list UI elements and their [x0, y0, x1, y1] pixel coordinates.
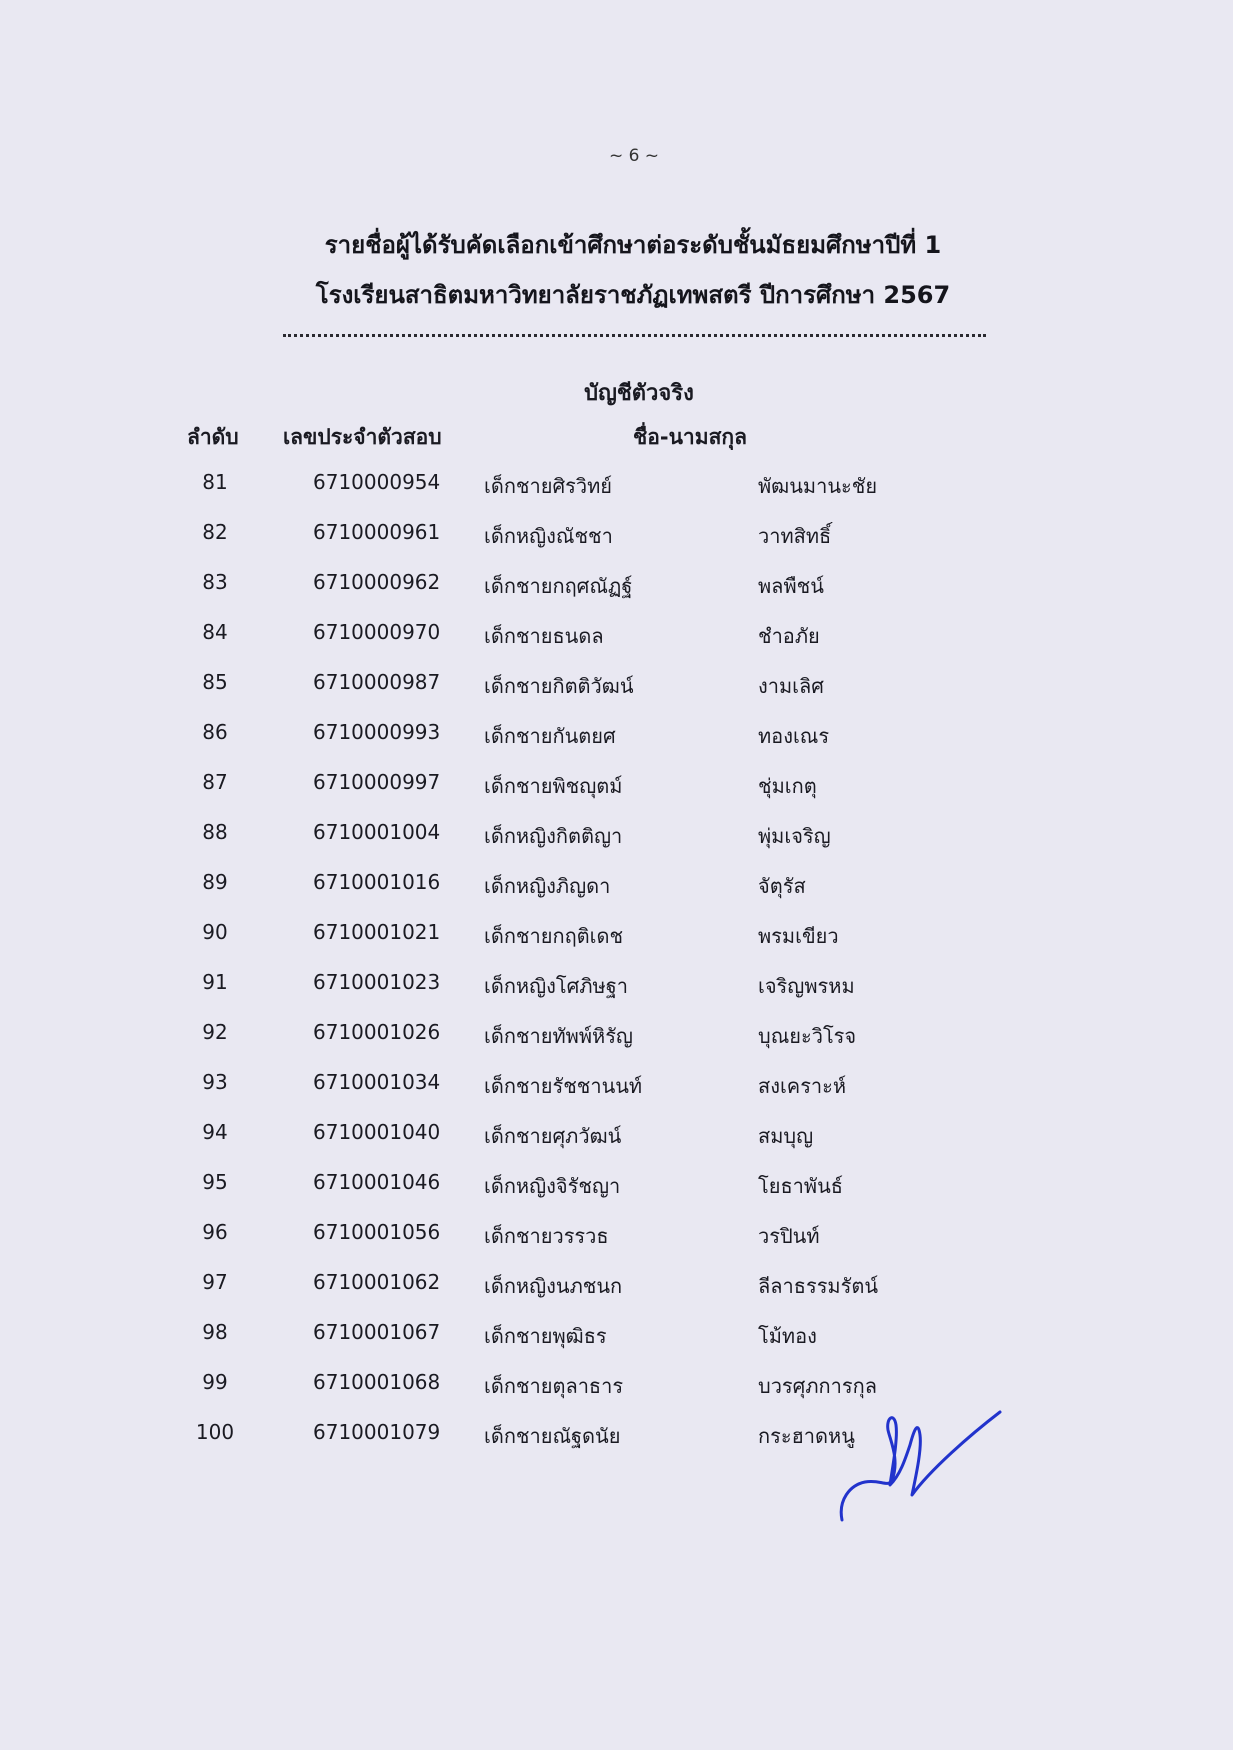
last-name: ชำอภัย	[758, 624, 820, 648]
column-header-id: เลขประจำตัวสอบ	[283, 425, 442, 449]
list-title: บัญชีตัวจริง	[584, 381, 694, 406]
exam-id: 6710001004	[313, 820, 441, 844]
exam-id: 6710001026	[313, 1020, 441, 1044]
last-name: ทองเณร	[758, 724, 830, 748]
exam-id: 6710001062	[313, 1270, 441, 1294]
row-number: 96	[202, 1220, 228, 1244]
last-name: สงเคราะห์	[758, 1074, 847, 1098]
table-row	[0, 1320, 1233, 1370]
exam-id: 6710001056	[313, 1220, 441, 1244]
table-row	[0, 770, 1233, 820]
row-number: 85	[202, 670, 228, 694]
row-number: 84	[202, 620, 228, 644]
column-header-no: ลำดับ	[187, 425, 239, 449]
table-row	[0, 1170, 1233, 1220]
first-name: เด็กหญิงนภชนก	[484, 1274, 623, 1298]
row-number: 82	[202, 520, 228, 544]
page-number: ~ 6 ~	[608, 146, 660, 166]
first-name: เด็กชายณัฐดนัย	[484, 1424, 621, 1448]
table-row	[0, 870, 1233, 920]
table-row	[0, 520, 1233, 570]
exam-id: 6710001067	[313, 1320, 441, 1344]
first-name: เด็กชายพุฒิธร	[484, 1324, 607, 1348]
exam-id: 6710000997	[313, 770, 441, 794]
table-row	[0, 1120, 1233, 1170]
table-row	[0, 920, 1233, 970]
row-number: 87	[202, 770, 228, 794]
first-name: เด็กชายธนดล	[484, 624, 604, 648]
table-row	[0, 820, 1233, 870]
row-number: 88	[202, 820, 228, 844]
exam-id: 6710000954	[313, 470, 441, 494]
page-subtitle: โรงเรียนสาธิตมหาวิทยาลัยราชภัฏเทพสตรี ปีการศึกษา 2567	[315, 281, 951, 309]
table-row	[0, 1070, 1233, 1120]
table-row	[0, 1020, 1233, 1070]
last-name: วรปินท์	[758, 1224, 820, 1248]
row-number: 95	[202, 1170, 228, 1194]
row-number: 98	[202, 1320, 228, 1344]
first-name: เด็กชายกฤศณัฏฐ์	[484, 574, 633, 598]
row-number: 100	[195, 1420, 235, 1444]
first-name: เด็กหญิงภิญดา	[484, 874, 611, 898]
table-row	[0, 1270, 1233, 1320]
table-row	[0, 470, 1233, 520]
table-row	[0, 1420, 1233, 1470]
table-row	[0, 570, 1233, 620]
first-name: เด็กชายพิชญุตม์	[484, 774, 623, 798]
first-name: เด็กชายทัพพ์หิรัญ	[484, 1024, 633, 1048]
exam-id: 6710001079	[313, 1420, 441, 1444]
last-name: วาทสิทธิ์	[758, 524, 832, 548]
table-row	[0, 1220, 1233, 1270]
first-name: เด็กชายกิตติวัฒน์	[484, 674, 634, 698]
row-number: 91	[202, 970, 228, 994]
exam-id: 6710001034	[313, 1070, 441, 1094]
exam-id: 6710001023	[313, 970, 441, 994]
row-number: 90	[202, 920, 228, 944]
signature	[830, 1390, 1010, 1530]
exam-id: 6710001016	[313, 870, 441, 894]
row-number: 92	[202, 1020, 228, 1044]
last-name: พัฒนมานะชัย	[758, 474, 878, 498]
exam-id: 6710000993	[313, 720, 441, 744]
row-number: 94	[202, 1120, 228, 1144]
row-number: 99	[202, 1370, 228, 1394]
last-name: จัตุรัส	[758, 874, 806, 898]
first-name: เด็กหญิงกิตติญา	[484, 824, 623, 848]
table-row	[0, 620, 1233, 670]
last-name: พรมเขียว	[758, 924, 839, 948]
page-title: รายชื่อผู้ได้รับคัดเลือกเข้าศึกษาต่อระดับชั้นมัธยมศึกษาปีที่ 1	[324, 231, 942, 259]
first-name: เด็กหญิงจิรัชญา	[484, 1174, 621, 1198]
exam-id: 6710001021	[313, 920, 441, 944]
row-number: 93	[202, 1070, 228, 1094]
last-name: บุณยะวิโรจ	[758, 1024, 857, 1048]
last-name: โม้ทอง	[758, 1324, 817, 1348]
first-name: เด็กชายศิรวิทย์	[484, 474, 613, 498]
table-row	[0, 670, 1233, 720]
student-list	[0, 470, 1233, 1470]
exam-id: 6710000962	[313, 570, 441, 594]
last-name: กระฮาดหนู	[758, 1424, 855, 1448]
first-name: เด็กชายศุภวัฒน์	[484, 1124, 622, 1148]
exam-id: 6710001068	[313, 1370, 441, 1394]
dotted-divider	[283, 334, 986, 337]
table-row	[0, 720, 1233, 770]
last-name: เจริญพรหม	[758, 974, 855, 998]
last-name: สมบุญ	[758, 1124, 814, 1148]
last-name: งามเลิศ	[758, 674, 824, 698]
last-name: ลีลาธรรมรัตน์	[758, 1274, 879, 1298]
exam-id: 6710001040	[313, 1120, 441, 1144]
row-number: 97	[202, 1270, 228, 1294]
first-name: เด็กชายตุลาธาร	[484, 1374, 624, 1398]
first-name: เด็กชายกันตยศ	[484, 724, 616, 748]
row-number: 83	[202, 570, 228, 594]
last-name: พุ่มเจริญ	[758, 824, 831, 848]
last-name: โยธาพันธ์	[758, 1174, 843, 1198]
exam-id: 6710000961	[313, 520, 441, 544]
row-number: 81	[202, 470, 228, 494]
row-number: 86	[202, 720, 228, 744]
last-name: ชุ่มเกตุ	[758, 774, 817, 798]
exam-id: 6710000970	[313, 620, 441, 644]
first-name: เด็กชายรัชชานนท์	[484, 1074, 643, 1098]
last-name: พลพืชน์	[758, 574, 824, 598]
first-name: เด็กชายวรรวธ	[484, 1224, 609, 1248]
exam-id: 6710000987	[313, 670, 441, 694]
column-header-name: ชื่อ-นามสกุล	[633, 425, 747, 449]
first-name: เด็กหญิงโศภิษฐา	[484, 974, 628, 998]
table-row	[0, 1370, 1233, 1420]
last-name: บวรศุภการกุล	[758, 1374, 877, 1398]
first-name: เด็กหญิงณัชชา	[484, 524, 613, 548]
row-number: 89	[202, 870, 228, 894]
exam-id: 6710001046	[313, 1170, 441, 1194]
first-name: เด็กชายกฤติเดช	[484, 924, 624, 948]
table-row	[0, 970, 1233, 1020]
